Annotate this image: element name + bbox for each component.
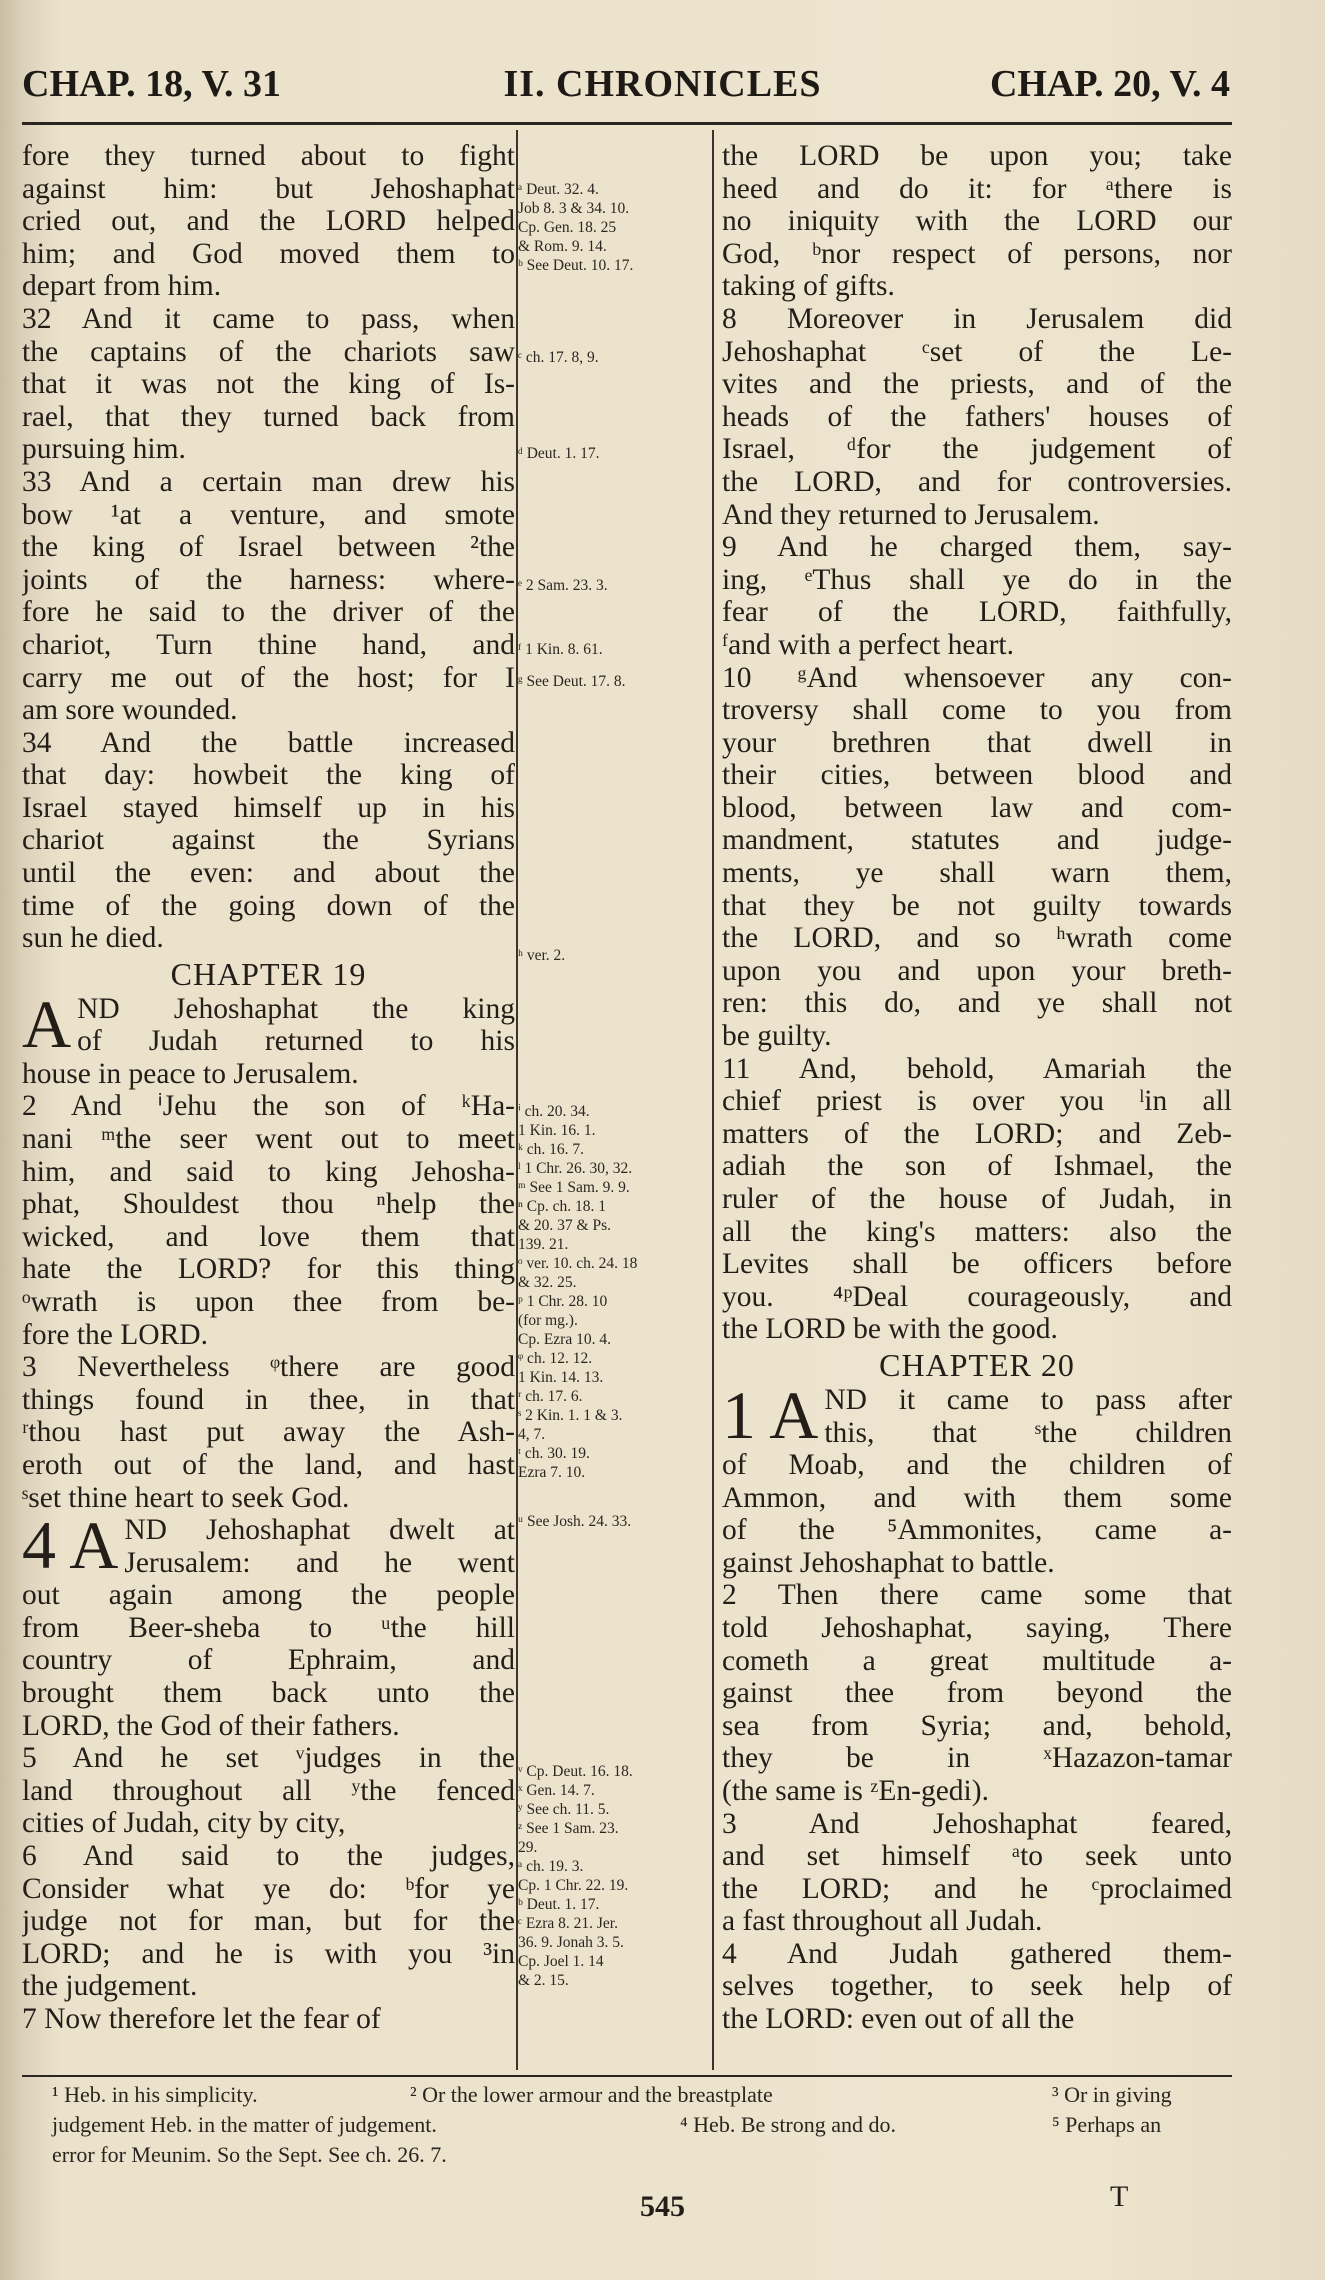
text-line: no iniquity with the LORD our [722,205,1232,238]
text-line: a fast throughout all Judah. [722,1905,1043,1938]
text-line: 8 Moreover in Jerusalem did [722,302,1232,335]
text-line: the LORD be upon you; take [722,140,1232,172]
cross-reference-line: ᶜ Ezra 8. 21. Jer. [518,1915,618,1932]
text-line: told Jehoshaphat, saying, There [722,1611,1232,1644]
text-line: out again among the people [22,1579,515,1612]
text-line: hate the LORD? for this thing [22,1253,515,1286]
text-line: and set himself ᵃto seek unto [722,1840,1232,1873]
cross-reference-line: ᵇ See Deut. 10. 17. [518,257,634,274]
verses-ch18-end [22,140,515,955]
cross-reference-line: & 20. 37 & Ps. [518,1217,612,1234]
text-line: 3 And Jehoshaphat feared, [722,1807,1232,1840]
text-line: chariot, Turn thine hand, and [22,628,515,661]
text-line: 9 And he charged them, say- [722,531,1232,564]
text-line: fore he said to the driver of the [22,596,515,629]
cross-reference-line: ᵒ ver. 10. ch. 24. 18 [518,1255,638,1272]
verses-ch19-a [22,1058,515,1514]
text-line: be guilty. [722,1020,832,1053]
text-line: (the same is ᶻEn-gedi). [722,1774,989,1807]
footer-rule [22,2075,1232,2077]
cross-reference-line: & 2. 15. [518,1972,569,1989]
cross-reference-line: ᵈ Deut. 1. 17. [518,445,600,462]
text-line: ᵒwrath is upon thee from be- [22,1286,515,1318]
text-line: that day: howbeit the king of [22,759,515,792]
text-line: the LORD: even out of all the [722,2003,1075,2036]
text-line: wicked, and love them that [22,1220,515,1253]
header-rule [22,122,1232,125]
text-line: Jehoshaphat ᶜset of the Le- [722,335,1232,368]
text-line: the judgement. [22,1970,198,2003]
text-line: 33 And a certain man drew his [22,465,515,498]
cross-reference-line: ᵃ ch. 19. 3. [518,1858,584,1875]
text-line: the LORD, and for controversies. [722,465,1232,498]
text-line: vites and the priests, and of the [722,368,1232,401]
cross-reference-line: ᶠ 1 Kin. 8. 61. [518,641,603,658]
running-head-left: CHAP. 18, V. 31 [22,63,282,105]
cross-reference-line: & 32. 25. [518,1274,577,1291]
cross-reference-block [518,1512,713,1531]
cross-reference-line: 4, 7. [518,1426,546,1443]
text-line: the LORD be with the good. [722,1313,1058,1346]
text-line: cometh a great multitude a- [722,1644,1232,1677]
text-line: ren: this do, and ye shall not [722,987,1232,1020]
opening-line: of Judah returned to his [77,1025,515,1058]
text-line: you. ⁴ᵖDeal courageously, and [722,1280,1232,1313]
text-line: ruler of the house of Judah, in [722,1183,1232,1215]
text-line: chariot against the Syrians [22,824,515,857]
text-line: 2 Then there came some that [722,1579,1232,1612]
cross-reference-line: ᶜ ch. 17. 8, 9. [518,349,599,366]
text-line: Israel stayed himself up in his [22,791,515,824]
cross-reference-block [518,640,713,659]
text-line: carry me out of the host; for I [22,661,515,694]
cross-reference-line: ᶻ See 1 Sam. 23. [518,1820,619,1837]
cross-reference-line: ˣ Gen. 14. 7. [518,1782,595,1799]
text-line: heads of the fathers' houses of [722,400,1232,433]
cross-reference-block [518,1762,713,1990]
cross-reference-line: ʳ ch. 17. 6. [518,1388,583,1405]
verses-ch19-c [722,140,1232,1346]
text-line: ˢset thine heart to seek God. [22,1481,350,1514]
footnote-4: ⁴ Heb. Be strong and do. [680,2112,897,2137]
text-line: LORD; and he is with you ³in [22,1937,515,1970]
verses-ch19-b [22,1579,515,2035]
chapter-20-heading: CHAPTER 20 [879,1346,1075,1383]
text-line: selves together, to seek help of [722,1970,1232,2003]
text-line: depart from him. [22,270,222,303]
text-line: matters of the LORD; and Zeb- [722,1117,1232,1150]
cross-reference-line: 36. 9. Jonah 3. 5. [518,1934,624,1951]
cross-reference-line: Cp. Joel 1. 14 [518,1953,604,1970]
text-line: Consider what ye do: ᵇfor ye [22,1872,515,1905]
cross-reference-line: ᵇ Deut. 1. 17. [518,1896,600,1913]
opening-line: this, that ˢthe children [824,1416,1232,1449]
text-line: gainst thee from beyond the [722,1677,1232,1710]
signature-mark: T [1110,2180,1129,2213]
opening-line: Jerusalem: and he went [124,1546,515,1579]
text-line: things found in thee, in that [22,1383,515,1416]
text-line: that it was not the king of Is- [22,368,515,401]
cross-reference-line: ᵗ ch. 30. 19. [518,1445,590,1462]
cross-reference-line: Cp. Gen. 18. 25 [518,219,617,236]
cross-reference-line: 1 Kin. 16. 1. [518,1122,596,1139]
text-line: upon you and upon your breth- [722,954,1232,987]
text-line: mandment, statutes and judge- [722,824,1232,857]
footnote-5: ⁵ Perhaps an [1052,2112,1162,2137]
text-line: 11 And, behold, Amariah the [722,1052,1232,1085]
text-line: 3 Nevertheless ᵠthere are good [22,1351,515,1384]
text-line: phat, Shouldest thou ⁿhelp the [22,1188,515,1221]
text-line: land throughout all ʸthe fenced [22,1774,515,1807]
footnote-2: ² Or the lower armour and the breastplate [410,2082,773,2107]
text-line: judge not for man, but for the [22,1905,515,1938]
text-line: 32 And it came to pass, when [22,302,515,335]
text-line: am sore wounded. [22,694,238,727]
cross-reference-block [518,946,713,965]
cross-reference-block [518,672,713,691]
text-line: ing, ᵉThus shall ye do in the [722,563,1232,596]
text-line: adiah the son of Ishmael, the [722,1150,1232,1183]
text-line: sun he died. [22,922,164,955]
text-line: God, ᵇnor respect of persons, nor [722,237,1232,270]
cross-reference-line: ᵍ See Deut. 17. 8. [518,673,626,690]
text-line: eroth out of the land, and hast [22,1448,515,1481]
cross-reference-line: & Rom. 9. 14. [518,238,607,255]
text-line: ᶠand with a perfect heart. [722,628,1014,661]
cross-reference-line: ˡ 1 Chr. 26. 30, 32. [518,1160,633,1177]
cross-reference-line: (for mg.). [518,1312,578,1329]
text-line: time of the going down of the [22,889,515,922]
text-line: country of Ephraim, and [22,1644,515,1677]
text-line: the LORD, and so ʰwrath come [722,922,1232,955]
text-line: the LORD; and he ᶜproclaimed [722,1872,1232,1905]
text-line: Israel, ᵈfor the judgement of [722,433,1232,466]
text-line: 2 And ⁱJehu the son of ᵏHa- [22,1090,515,1123]
cross-reference-line: ʰ ver. 2. [518,947,566,964]
footnote-3: ³ Or in giving [1052,2082,1172,2107]
cross-reference-line: Ezra 7. 10. [518,1464,586,1481]
text-line: 6 And said to the judges, [22,1839,515,1872]
running-head-title: II. CHRONICLES [503,63,822,105]
cross-reference-line: ⁿ Cp. ch. 18. 1 [518,1198,606,1215]
text-line: 10 ᵍAnd whensoever any con- [722,661,1232,694]
page-number: 545 [640,2190,685,2223]
opening-line: ND Jehoshaphat dwelt at [124,1514,515,1547]
text-line: sea from Syria; and, behold, [722,1709,1232,1742]
text-line: all the king's matters: also the [722,1215,1232,1248]
cross-reference-line: Cp. 1 Chr. 22. 19. [518,1877,629,1894]
text-line: pursuing him. [22,433,186,466]
cross-reference-block [518,1102,713,1482]
text-line: from Beer-sheba to ᵘthe hill [22,1611,515,1644]
text-line: cities of Judah, city by city, [22,1807,346,1840]
text-line: 5 And he set ᵛjudges in the [22,1742,515,1775]
text-line: rael, that they turned back from [22,400,515,433]
text-line: Ammon, and with them some [722,1481,1232,1514]
text-line: LORD, the God of their fathers. [22,1709,400,1742]
chapter-20-opening [722,1376,1232,1453]
text-line: blood, between law and com- [722,791,1232,824]
cross-reference-block [518,576,713,595]
text-line: brought them back unto the [22,1676,515,1709]
text-column-left [22,140,515,2035]
drop-cap: 1 A [722,1376,819,1453]
footnote-3-cont: judgement Heb. in the matter of judgement. [52,2112,437,2137]
opening-line: ND it came to pass after [824,1383,1232,1416]
text-line: cried out, and the LORD helped [22,205,515,238]
footnote-5-cont: error for Meunim. So the Sept. See ch. 26. 7. [52,2142,447,2167]
text-line: And they returned to Jerusalem. [722,498,1100,531]
cross-reference-line: ᵘ See Josh. 24. 33. [518,1513,632,1530]
verse-4-opening [22,1507,515,1584]
drop-cap: 4 A [22,1507,119,1584]
running-head-right: CHAP. 20, V. 4 [989,63,1230,105]
cross-reference-line: ᵖ 1 Chr. 28. 10 [518,1293,608,1310]
cross-reference-line: 29. [518,1839,538,1856]
cross-reference-line: ᵉ 2 Sam. 23. 3. [518,577,608,594]
text-line: fore they turned about to fight [22,140,515,172]
text-line: your brethren that dwell in [722,726,1232,759]
text-line: their cities, between blood and [722,759,1232,792]
text-line: ments, ye shall warn them, [722,857,1232,890]
cross-reference-line: ᵏ ch. 16. 7. [518,1141,585,1158]
cross-reference-line: Cp. Ezra 10. 4. [518,1331,611,1348]
text-line: gainst Jehoshaphat to battle. [722,1546,1055,1579]
text-line: against him: but Jehoshaphat [22,172,515,205]
cross-reference-block [518,444,713,463]
text-line: chief priest is over you ˡin all [722,1085,1232,1118]
chapter-19-opening [22,985,515,1062]
text-line: troversy shall come to you from [722,694,1232,727]
footnote-1: ¹ Heb. in his simplicity. [52,2082,258,2107]
chapter-19-heading: CHAPTER 19 [170,955,367,992]
cross-reference-line: ᵐ See 1 Sam. 9. 9. [518,1179,630,1196]
cross-reference-block [518,348,713,367]
text-line: 7 Now therefore let the fear of [22,2002,381,2035]
cross-reference-line: Job 8. 3 & 34. 10. [518,200,630,217]
cross-reference-line: ⁱ ch. 20. 34. [518,1103,590,1120]
cross-reference-line: ᵛ Cp. Deut. 16. 18. [518,1763,633,1780]
text-line: joints of the harness: where- [22,563,515,596]
text-line: taking of gifts. [722,270,895,303]
text-line: fear of the LORD, faithfully, [722,596,1232,629]
text-line: Levites shall be officers before [722,1248,1232,1281]
text-line: 34 And the battle increased [22,726,515,759]
text-line: the captains of the chariots saw [22,335,515,368]
text-line: bow ¹at a venture, and smote [22,498,515,531]
text-line: 4 And Judah gathered them- [722,1937,1232,1970]
cross-reference-line: 1 Kin. 14. 13. [518,1369,604,1386]
text-column-right [722,140,1232,2036]
text-line: him, and said to king Jehosha- [22,1155,515,1188]
text-line: until the even: and about the [22,857,515,890]
text-line: of Moab, and the children of [722,1448,1232,1481]
text-line: him; and God moved them to [22,237,515,270]
drop-cap: A [22,985,72,1062]
opening-line: ND Jehoshaphat the king [77,992,515,1025]
cross-reference-line: 139. 21. [518,1236,569,1253]
cross-reference-block [518,180,713,275]
text-line: ʳthou hast put away the Ash- [22,1416,515,1449]
text-line: fore the LORD. [22,1318,208,1351]
text-line: the king of Israel between ²the [22,531,515,564]
text-line: they be in ˣHazazon-tamar [722,1742,1232,1775]
text-line: that they be not guilty towards [722,889,1232,922]
text-line: house in peace to Jerusalem. [22,1057,359,1090]
verses-ch20 [722,1449,1232,2036]
text-line: nani ᵐthe seer went out to meet [22,1123,515,1156]
cross-reference-line: ʸ See ch. 11. 5. [518,1801,610,1818]
cross-reference-line: ˢ 2 Kin. 1. 1 & 3. [518,1407,623,1424]
cross-reference-line: ᵃ Deut. 32. 4. [518,181,599,198]
text-line: of the ⁵Ammonites, came a- [722,1514,1232,1547]
cross-reference-line: ᵠ ch. 12. 12. [518,1350,593,1367]
text-line: heed and do it: for ᵃthere is [722,172,1232,205]
